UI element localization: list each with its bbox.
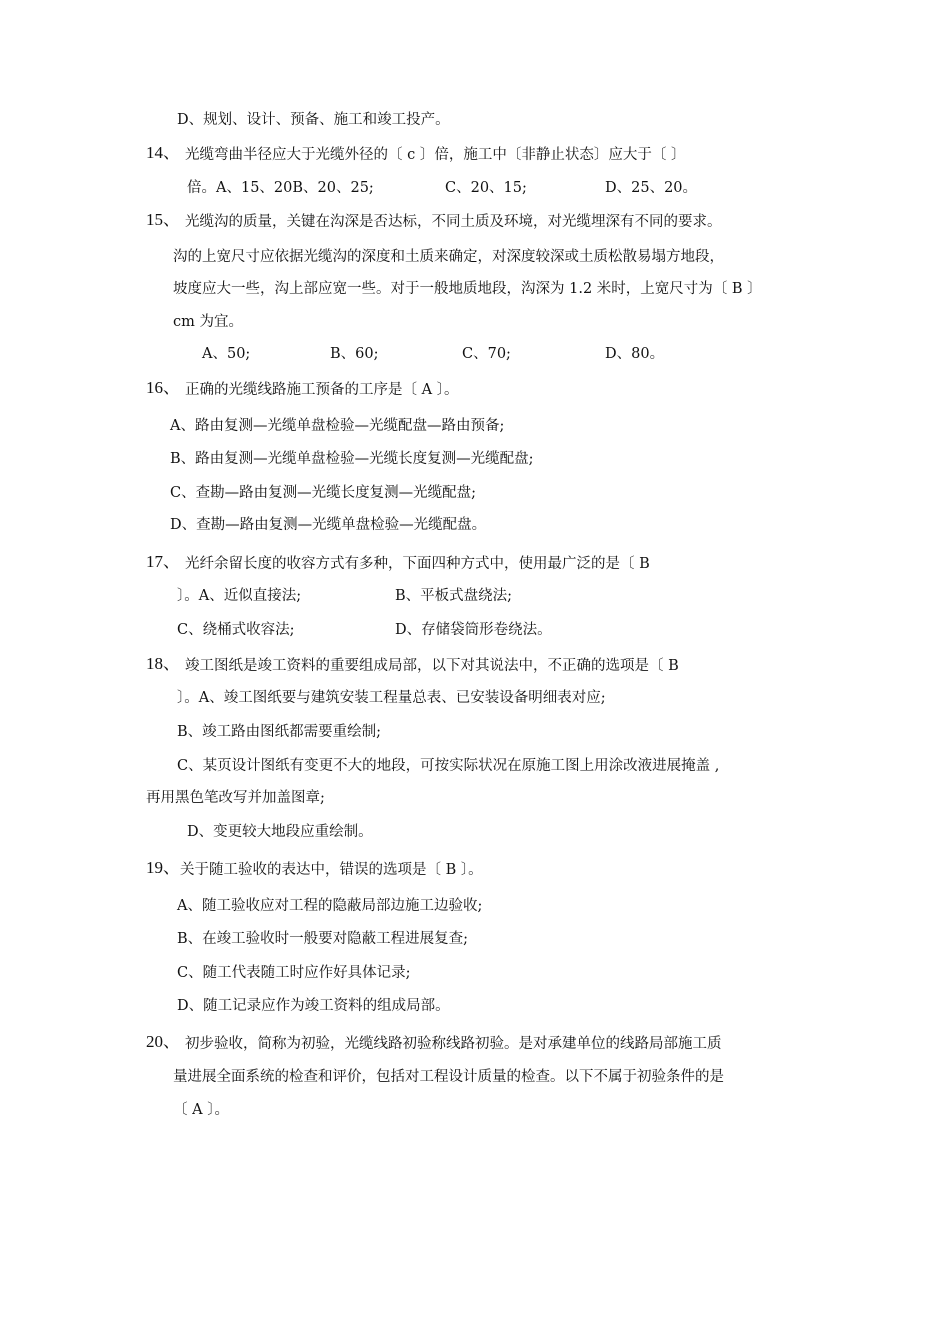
question-18-option-b: B、竣工路由图纸都需要重绘制; bbox=[177, 724, 382, 740]
question-14-text: 光缆弯曲半径应大于光缆外径的〔 c 〕倍，施工中〔非静止状态〕应大于〔 〕 bbox=[185, 147, 686, 163]
question-14-options-ab: 倍。A、15、20B、20、25; bbox=[187, 180, 374, 196]
question-18-number: 18、 bbox=[146, 654, 180, 673]
question-14-option-d: D、25、20。 bbox=[605, 180, 698, 196]
question-17-option-b: B、平板式盘绕法; bbox=[395, 588, 513, 604]
question-16-number: 16、 bbox=[146, 378, 180, 397]
question-16-option-b: B、路由复测—光缆单盘检验—光缆长度复测—光缆配盘; bbox=[170, 451, 534, 467]
question-20-text-3: 〔 A 〕。 bbox=[173, 1102, 229, 1118]
question-18-option-c-cont: 再用黑色笔改写并加盖图章; bbox=[146, 790, 325, 806]
question-15-option-c: C、70; bbox=[462, 346, 511, 362]
question-17-option-c: C、绕桶式收容法; bbox=[177, 622, 295, 638]
question-19-option-a: A、随工验收应对工程的隐蔽局部边施工边验收; bbox=[177, 898, 483, 914]
question-20-text-2: 量进展全面系统的检查和评价，包括对工程设计质量的检查。以下不属于初验条件的是 bbox=[173, 1069, 724, 1085]
question-15-option-a: A、50; bbox=[202, 346, 251, 362]
question-18-option-d: D、变更较大地段应重绘制。 bbox=[187, 824, 373, 840]
question-18-option-c: C、某页设计图纸有变更不大的地段，可按实际状况在原施工图上用涂改液进展掩盖 , bbox=[177, 758, 720, 774]
question-19-option-d: D、随工记录应作为竣工资料的组成局部。 bbox=[177, 998, 450, 1014]
question-15-text-2: 沟的上宽尺寸应依据光缆沟的深度和土质来确定，对深度较深或土质松散易塌方地段， bbox=[173, 249, 724, 265]
question-17-option-d: D、存储袋筒形卷绕法。 bbox=[395, 622, 552, 638]
question-15-text-4: cm 为宜。 bbox=[173, 314, 243, 330]
question-20-number: 20、 bbox=[146, 1032, 180, 1051]
question-16-option-a: A、路由复测—光缆单盘检验—光缆配盘—路由预备; bbox=[170, 418, 505, 434]
question-14-number: 14、 bbox=[146, 143, 180, 162]
question-18-text: 竣工图纸是竣工资料的重要组成局部，以下对其说法中，不正确的选项是〔 B bbox=[185, 658, 679, 674]
question-18-option-a: 〕。A、竣工图纸要与建筑安装工程量总表、已安装设备明细表对应; bbox=[177, 690, 606, 706]
question-19-text: 关于随工验收的表达中，错误的选项是〔 B 〕。 bbox=[180, 862, 483, 878]
question-20-text-1: 初步验收，简称为初验，光缆线路初验称线路初验。是对承建单位的线路局部施工质 bbox=[185, 1036, 722, 1052]
question-16-option-c: C、查勘—路由复测—光缆长度复测—光缆配盘; bbox=[170, 485, 476, 501]
question-19-option-c: C、随工代表随工时应作好具体记录; bbox=[177, 965, 411, 981]
question-17-number: 17、 bbox=[146, 552, 180, 571]
question-15-option-b: B、60; bbox=[330, 346, 379, 362]
question-17-option-a: 〕。A、近似直接法; bbox=[177, 588, 302, 604]
question-15-text-1: 光缆沟的质量，关键在沟深是否达标，不同土质及环境，对光缆埋深有不同的要求。 bbox=[185, 214, 722, 230]
question-17-text: 光纤余留长度的收容方式有多种，下面四种方式中，使用最广泛的是〔 B bbox=[185, 556, 650, 572]
question-14-option-c: C、20、15; bbox=[445, 180, 527, 196]
question-16-option-d: D、查勘—路由复测—光缆单盘检验—光缆配盘。 bbox=[170, 517, 487, 533]
question-15-number: 15、 bbox=[146, 210, 180, 229]
question-19-number: 19、 bbox=[146, 858, 180, 877]
question-15-option-d: D、80。 bbox=[605, 346, 665, 362]
question-16-text: 正确的光缆线路施工预备的工序是〔 A 〕。 bbox=[185, 382, 459, 398]
question-19-option-b: B、在竣工验收时一般要对隐蔽工程进展复查; bbox=[177, 931, 469, 947]
question-15-text-3: 坡度应大一些，沟上部应宽一些。对于一般地质地段，沟深为 1.2 米时，上宽尺寸为〔 B 〕 bbox=[173, 281, 762, 297]
q13-option-d: D、规划、设计、预备、施工和竣工投产。 bbox=[177, 112, 450, 128]
